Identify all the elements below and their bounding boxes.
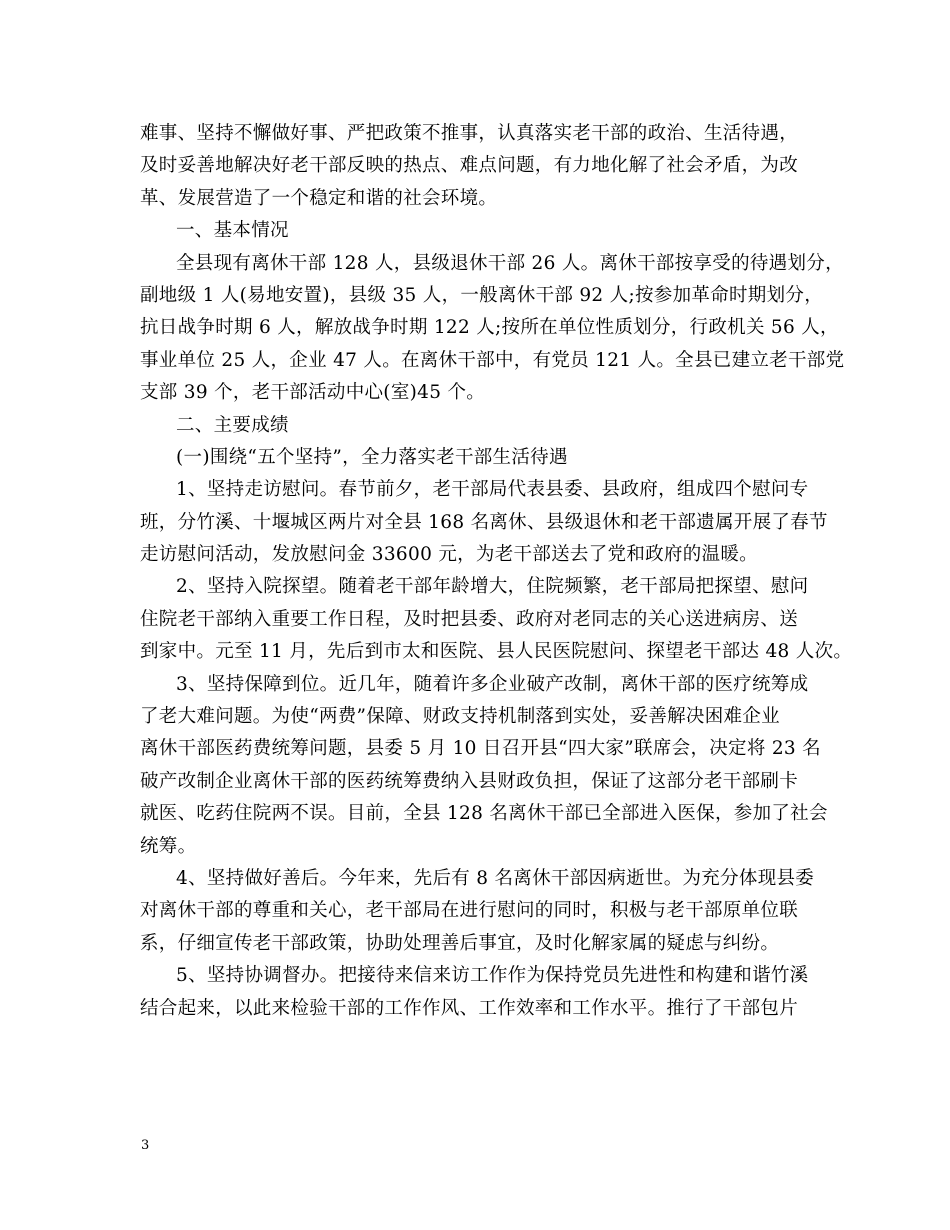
- text-line: 对离休干部的尊重和关心，老干部局在进行慰问的同时，积极与老干部原单位联: [140, 900, 799, 922]
- text-line: 系，仔细宣传老干部政策，协助处理善后事宜，及时化解家属的疑虑与纠纷。: [140, 932, 780, 954]
- text-line: 统筹。: [140, 835, 197, 857]
- text-line: 班，分竹溪、十堰城区两片对全县 168 名离休、县级退休和老干部遗属开展了春节: [140, 511, 828, 533]
- text-line: 支部 39 个，老干部活动中心(室)45 个。: [140, 382, 486, 404]
- text-line: 抗日战争时期 6 人，解放战争时期 122 人;按所在单位性质划分，行政机关 56 人，: [140, 317, 839, 339]
- text-line: 难事、坚持不懈做好事、严把政策不推事，认真落实老干部的政治、生活待遇，: [140, 123, 799, 144]
- page-number: 3: [141, 1138, 150, 1153]
- text-line: 二、主要成绩: [176, 414, 289, 436]
- text-line: 了老大难问题。为使“两费”保障、财政支持机制落到实处，妥善解决困难企业: [140, 706, 780, 728]
- text-line: 4、坚持做好善后。今年来，先后有 8 名离休干部因病逝世。为充分体现县委: [176, 867, 815, 889]
- text-line: 破产改制企业离休干部的医药统筹费纳入县财政负担，保证了这部分老干部刷卡: [140, 770, 799, 792]
- text-line: (一)围绕“五个坚持”，全力落实老干部生活待遇: [176, 446, 568, 468]
- text-line: 住院老干部纳入重要工作日程，及时把县委、政府对老同志的关心送进病房、送: [140, 608, 799, 630]
- text-line: 及时妥善地解决好老干部反映的热点、难点问题，有力地化解了社会矛盾，为改: [140, 155, 799, 177]
- text-line: 革、发展营造了一个稳定和谐的社会环境。: [140, 187, 498, 209]
- text-line: 一、基本情况: [176, 220, 289, 242]
- text-line: 结合起来，以此来检验干部的工作作风、工作效率和工作水平。推行了干部包片: [140, 997, 799, 1019]
- text-line: 离休干部医药费统筹问题，县委 5 月 10 日召开县“四大家”联席会，决定将 23 名: [140, 738, 821, 760]
- text-line: 事业单位 25 人，企业 47 人。在离休干部中，有党员 121 人。全县已建立老干部党: [140, 349, 845, 371]
- document-body: [140, 118, 853, 1025]
- text-line: 到家中。元至 11 月，先后到市太和医院、县人民医院慰问、探望老干部达 48 人次。: [140, 641, 853, 663]
- text-line: 3、坚持保障到位。近几年，随着许多企业破产改制，离休干部的医疗统筹成: [176, 673, 809, 695]
- text-line: 就医、吃药住院两不误。目前，全县 128 名离休干部已全部进入医保，参加了社会: [140, 803, 828, 825]
- text-line: 2、坚持入院探望。随着老干部年龄增大，住院频繁，老干部局把探望、慰问: [176, 576, 809, 598]
- text-line: 走访慰问活动，发放慰问金 33600 元，为老干部送去了党和政府的温暖。: [140, 544, 758, 566]
- text-line: 5、坚持协调督办。把接待来信来访工作作为保持党员先进性和构建和谐竹溪: [176, 965, 809, 987]
- text-line: 副地级 1 人(易地安置)，县级 35 人，一般离休干部 92 人;按参加革命时期划分，: [140, 284, 824, 306]
- text-line: 1、坚持走访慰问。春节前夕，老干部局代表县委、县政府，组成四个慰问专: [176, 479, 809, 501]
- text-line: 全县现有离休干部 128 人，县级退休干部 26 人。离休干部按享受的待遇划分，: [176, 252, 844, 274]
